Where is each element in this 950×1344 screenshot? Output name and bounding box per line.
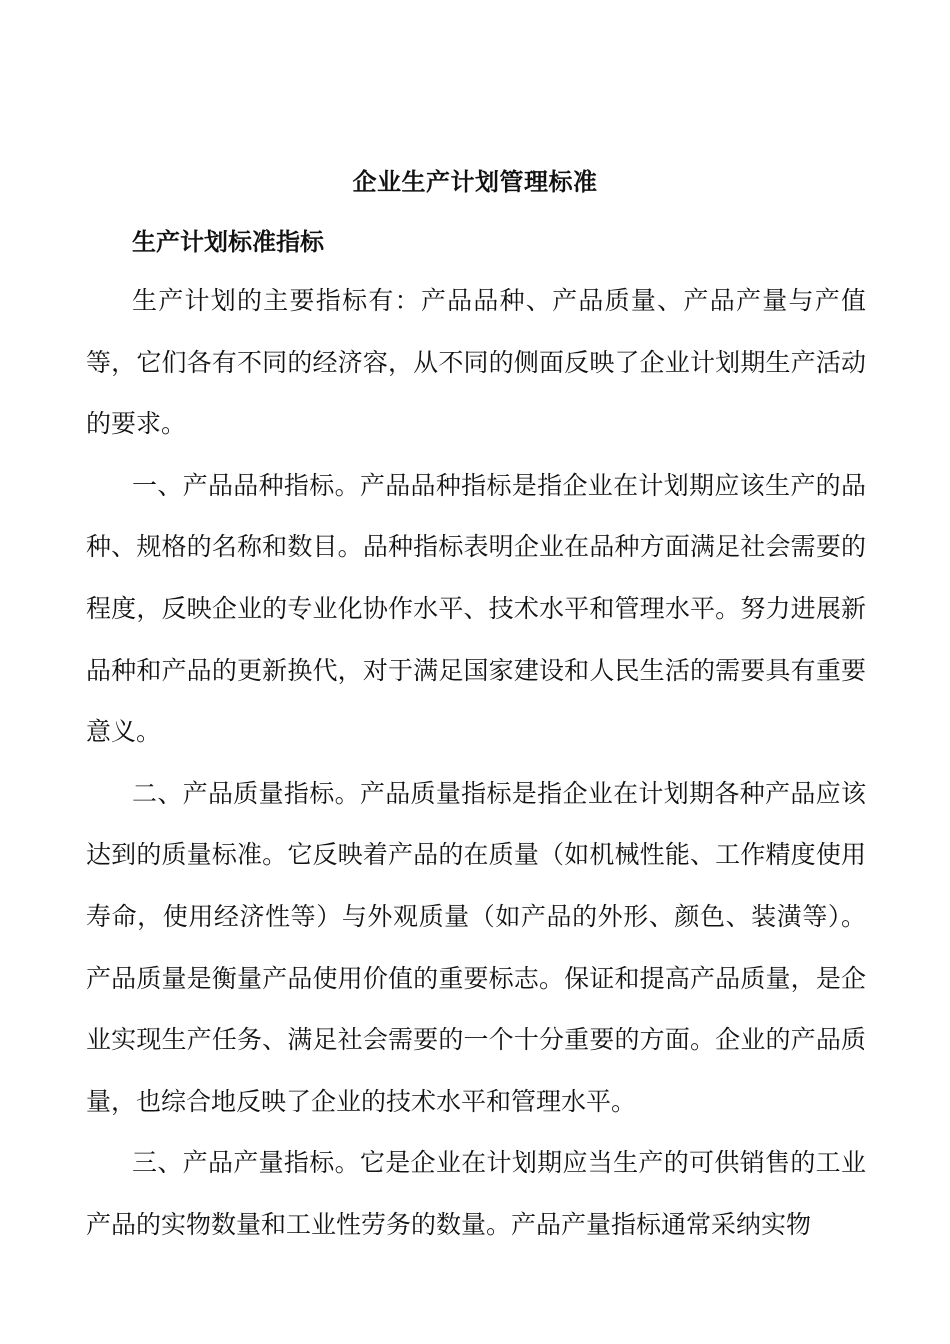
document-title: 企业生产计划管理标准 [352, 168, 598, 196]
document-body [86, 270, 866, 1256]
paragraph-intro: 生产计划的主要指标有：产品品种、产品质量、产品产量与产值等，它们各有不同的经济容，从不同的侧面反映了企业计划期生产活动的要求。 [86, 286, 866, 439]
section-heading: 生产计划标准指标 [132, 228, 324, 256]
paragraph-variety-indicator: 一、产品品种指标。产品品种指标是指企业在计划期应该生产的品种、规格的名称和数目。品种指标表明企业在品种方面满足社会需要的程度，反映企业的专业化协作水平、技术水平和管理水平。努力进展新品种和产品的更新换代，对于满足国家建设和人民生活的需要具有重要意义。 [86, 470, 866, 747]
paragraph-quality-indicator: 二、产品质量指标。产品质量指标是指企业在计划期各种产品应该达到的质量标准。它反映着产品的在质量（如机械性能、工作精度使用寿命，使用经济性等）与外观质量（如产品的外形、颜色、装潢等）。产品质量是衡量产品使用价值的重要标志。保证和提高产品质量，是企业实现生产任务、满足社会需要的一个十分重要的方面。企业的产品质量，也综合地反映了企业的技术水平和管理水平。 [86, 778, 866, 1116]
paragraph-output-indicator: 三、产品产量指标。它是企业在计划期应当生产的可供销售的工业产品的实物数量和工业性劳务的数量。产品产量指标通常采纳实物 [86, 1148, 866, 1239]
